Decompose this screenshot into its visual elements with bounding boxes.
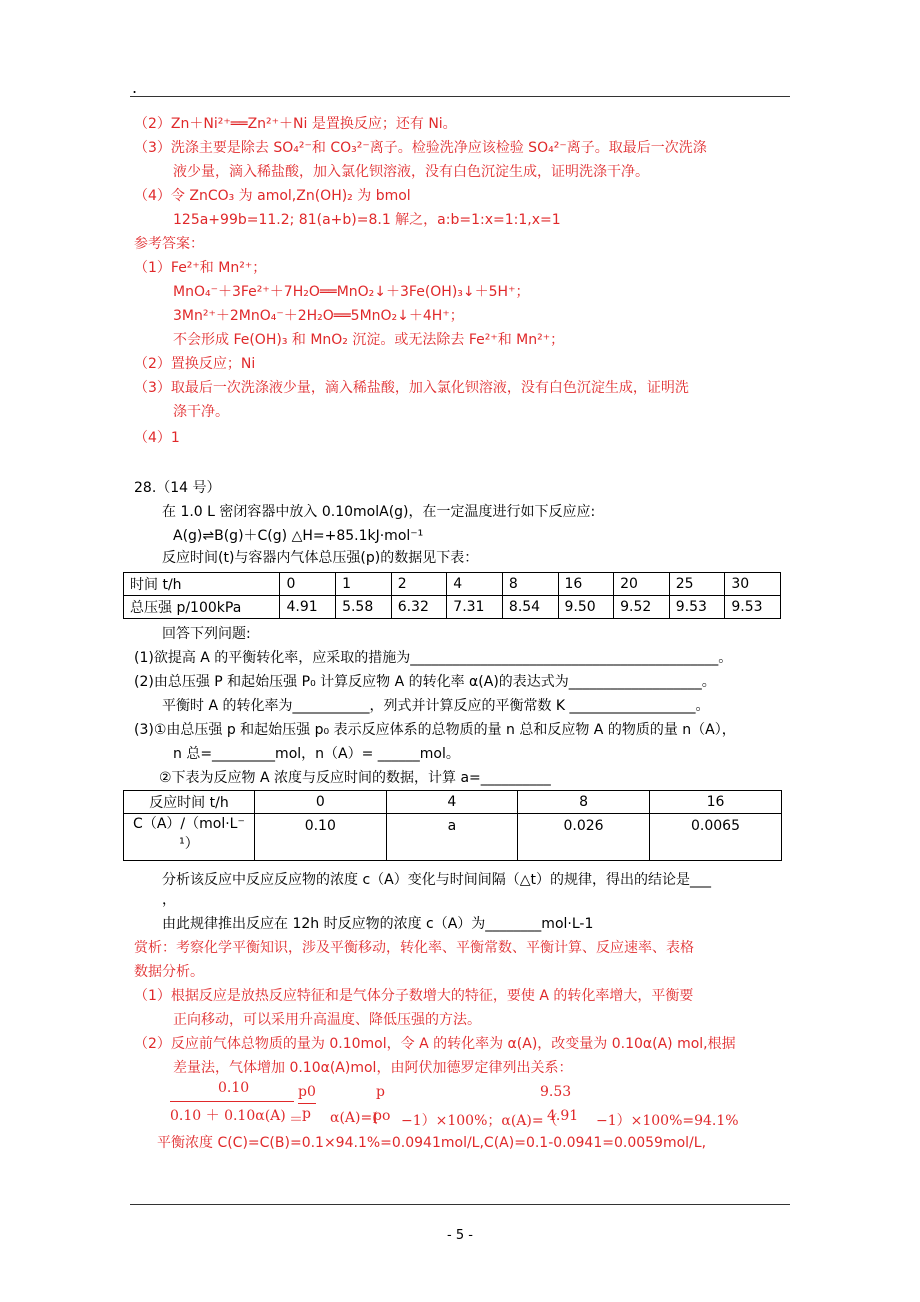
table-cell: 8.54 (502, 596, 558, 619)
row-label-cont: ¹） (179, 836, 199, 852)
fraction-numerator: p (376, 1084, 385, 1100)
formula-text: −1）×100%；α(A)=（ (401, 1113, 558, 1129)
table-cell: 2 (391, 573, 447, 596)
table-cell: 9.52 (614, 596, 670, 619)
text-line: 反应时间(t)与容器内气体总压强(p)的数据见下表： (162, 550, 479, 566)
table-cell: 6.32 (391, 596, 447, 619)
text-line: （2）置换反应；Ni (134, 356, 256, 372)
text-line: （1）Fe²⁺和 Mn²⁺； (134, 260, 267, 276)
table-cell: 4 (386, 791, 517, 814)
question-item: (2)由总压强 P 和起始压强 P₀ 计算反应物 A 的转化率 α(A)的表达式为___________________。 (134, 674, 716, 690)
analysis-line: 赏析：考察化学平衡知识，涉及平衡移动，转化率、平衡常数、平衡计算、反应速率、表格 (134, 940, 694, 956)
formula-text: α(A)=( (330, 1110, 378, 1126)
question-item: 分析该反应中反应反应物的浓度 c（A）变化与时间间隔（△t）的规律，得出的结论是___ (162, 872, 711, 888)
analysis-line: 平衡浓度 C(C)=C(B)=0.1×94.1%=0.0941mol/L,C(A)=0.1-0.0941=0.0059mol/L, (157, 1135, 707, 1151)
table-cell: 4 (447, 573, 503, 596)
table-cell: 时间 t/h (124, 573, 280, 596)
question-item: 由此规律推出反应在 12h 时反应物的浓度 c（A）为________mol·L-1 (162, 916, 594, 932)
table-cell: 9.53 (725, 596, 781, 619)
reaction-equation: A(g)⇌B(g)＋C(g) △H=+85.1kJ·mol⁻¹ (173, 528, 424, 544)
table-cell: 1 (336, 573, 392, 596)
equation-line: 3Mn²⁺＋2MnO₄⁻＋2H₂O══5MnO₂↓＋4H⁺； (173, 308, 464, 324)
header-mark: . (132, 78, 138, 97)
section-heading: 参考答案： (134, 236, 204, 252)
table-cell: 9.53 (669, 596, 725, 619)
table-cell: 0.0065 (649, 814, 781, 861)
equals-sign: ＝ (289, 1112, 303, 1128)
table-cell: a (386, 814, 517, 861)
pressure-table (123, 572, 781, 619)
table-cell: 总压强 p/100kPa (124, 596, 280, 619)
table-cell: 反应时间 t/h (124, 791, 255, 814)
table-cell: 25 (669, 573, 725, 596)
equation-line: MnO₄⁻＋3Fe²⁺＋7H₂O══MnO₂↓＋3Fe(OH)₃↓＋5H⁺； (173, 284, 530, 300)
text-line: 液少量，滴入稀盐酸，加入氯化钡溶液，没有白色沉淀生成，证明洗涤干净。 (173, 164, 649, 180)
table-cell: 8 (502, 573, 558, 596)
text-line: （4）1 (134, 430, 180, 446)
question-item: (1)欲提高 A 的平衡转化率，应采取的措施为____________________________________________。 (134, 650, 733, 666)
analysis-line: （1）根据反应是放热反应特征和是气体分子数增大的特征，要使 A 的转化率增大，平衡要 (134, 988, 694, 1004)
analysis-line: 正向移动，可以采用升高温度、降低压强的方法。 (173, 1012, 481, 1028)
fraction-numerator: p0 (298, 1084, 316, 1100)
table-cell: 30 (725, 573, 781, 596)
row-label: C（A）/（mol·L⁻ (133, 816, 245, 832)
page-number: - 5 - (447, 1228, 473, 1243)
text-line: 在 1.0 L 密闭容器中放入 0.10molA(g)，在一定温度进行如下反应应: (162, 504, 596, 520)
question-item: n 总=_________mol，n（A）= ______mol。 (173, 746, 460, 762)
text-line: （3）洗涤主要是除去 SO₄²⁻和 CO₃²⁻离子。检验洗净应该检验 SO₄²⁻离子。取最后一次洗涤 (134, 140, 707, 156)
table-cell: 0 (254, 791, 386, 814)
text-line: 125a+99b=11.2; 81(a+b)=8.1 解之，a:b=1:x=1:1,x=1 (173, 212, 561, 228)
text-line: 涤干净。 (173, 404, 229, 420)
text-line: ， (162, 892, 176, 908)
analysis-line: 差量法，气体增加 0.10α(A)mol，由阿伏加德罗定律列出关系： (173, 1060, 573, 1076)
question-item: ②下表为反应物 A 浓度与反应时间的数据，计算 a=__________ (159, 770, 551, 786)
table-cell: 5.58 (336, 596, 392, 619)
table-cell (124, 814, 255, 861)
footer-rule (130, 1204, 790, 1205)
fraction-bar (298, 1103, 316, 1104)
table-cell: 0.026 (518, 814, 650, 861)
fraction-numerator: 0.10 (218, 1080, 250, 1096)
table-cell: 16 (558, 573, 614, 596)
text-line: （3）取最后一次洗涤液少量，滴入稀盐酸，加入氯化钡溶液，没有白色沉淀生成，证明洗 (134, 380, 689, 396)
fraction-bar (170, 1101, 294, 1102)
text-line: （2）Zn＋Ni²⁺══Zn²⁺＋Ni 是置换反应；还有 Ni。 (134, 116, 457, 132)
table-cell: 7.31 (447, 596, 503, 619)
text-line: （4）令 ZnCO₃ 为 amol,Zn(OH)₂ 为 bmol (134, 188, 411, 204)
question-item: (3)①由总压强 p 和起始压强 p₀ 表示反应体系的总物质的量 n 总和反应物 A 的物质的量 n（A）， (134, 722, 736, 738)
fraction-denominator: 0.10 ＋ 0.10α(A) (170, 1108, 286, 1124)
analysis-line: （2）反应前气体总物质的量为 0.10mol，令 A 的转化率为 α(A)，改变量为 0.10α(A) mol,根据 (134, 1036, 736, 1052)
analysis-line: 数据分析。 (134, 964, 204, 980)
fraction-denominator: 4.91 (547, 1108, 579, 1124)
question-item: 平衡时 A 的转化率为___________，列式并计算反应的平衡常数 K __________________。 (162, 698, 710, 714)
table-cell: 9.50 (558, 596, 614, 619)
question-number: 28.（14 号） (134, 480, 221, 496)
table-cell: 16 (649, 791, 781, 814)
table-cell: 20 (614, 573, 670, 596)
concentration-table (123, 790, 782, 861)
header-rule (130, 96, 790, 97)
table-cell: 8 (518, 791, 650, 814)
fraction-denominator: po (373, 1108, 391, 1124)
table-cell: 4.91 (280, 596, 336, 619)
text-line: 回答下列问题: (162, 626, 251, 642)
fraction-denominator: p (302, 1106, 311, 1122)
table-cell: 0 (280, 573, 336, 596)
table-cell: 0.10 (254, 814, 386, 861)
text-line: 不会形成 Fe(OH)₃ 和 MnO₂ 沉淀。或无法除去 Fe²⁺和 Mn²⁺； (173, 332, 565, 348)
formula-text: −1）×100%=94.1% (596, 1113, 739, 1129)
fraction-numerator: 9.53 (540, 1084, 572, 1100)
